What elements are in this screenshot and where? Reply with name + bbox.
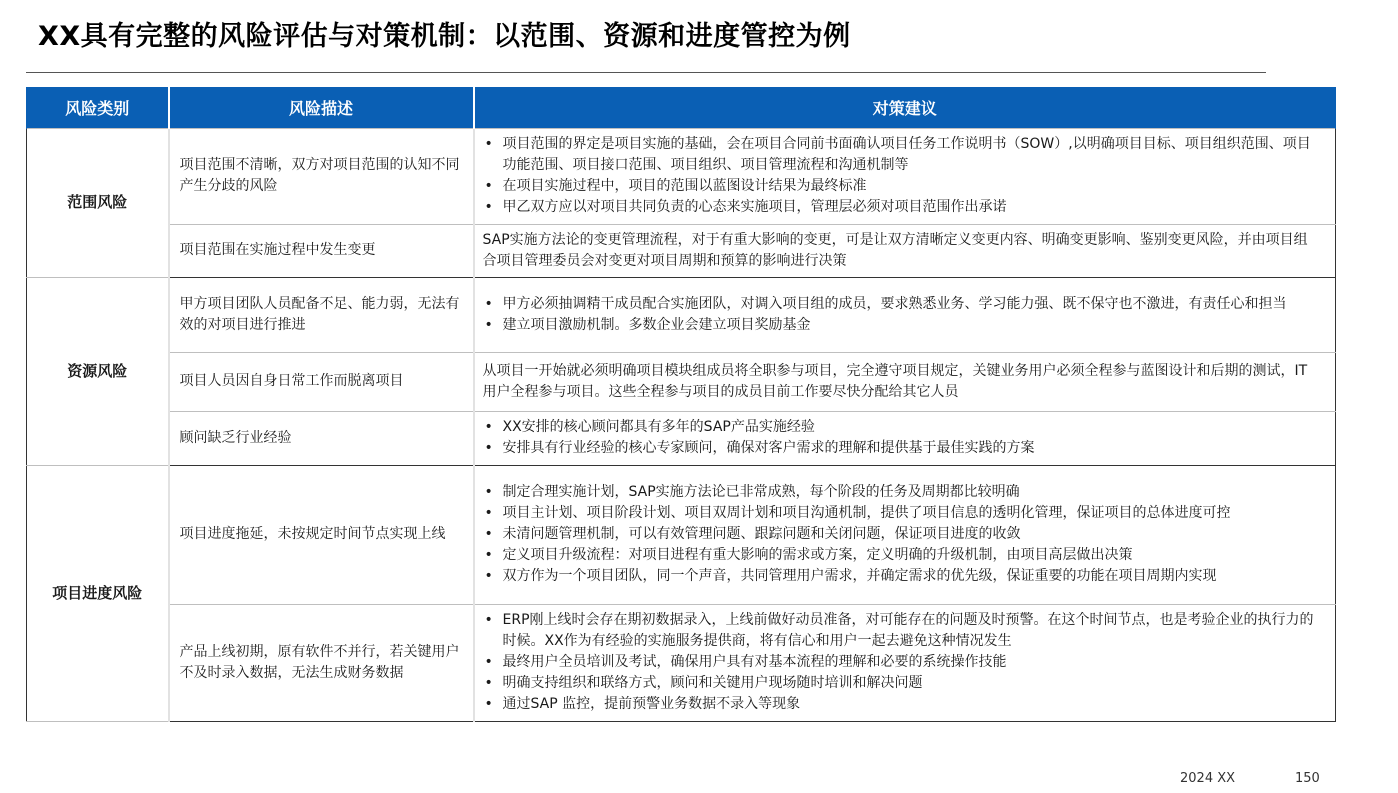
list-item: • XX安排的核心顾问都具有多年的SAP产品实施经验 — [483, 417, 1322, 438]
header-risk-description: 风险描述 — [169, 87, 474, 128]
table-row — [27, 277, 1336, 352]
risk-description: 顾问缺乏行业经验 — [169, 411, 474, 465]
countermeasure-cell — [474, 277, 1336, 352]
category-schedule-risk: 项目进度风险 — [27, 465, 169, 721]
list-item: • 制定合理实施计划，SAP实施方法论已非常成熟，每个阶段的任务及周期都比较明确 — [483, 482, 1322, 503]
table-row — [27, 465, 1336, 604]
header-countermeasures: 对策建议 — [474, 87, 1336, 128]
list-item: • 明确支持组织和联络方式，顾问和关键用户现场随时培训和解决问题 — [483, 673, 1322, 694]
table-row — [27, 604, 1336, 721]
list-item: • 双方作为一个项目团队，同一个声音，共同管理用户需求，并确定需求的优先级，保证重要的功能在项目周期内实现 — [483, 566, 1322, 587]
list-item: • 在项目实施过程中，项目的范围以蓝图设计结果为最终标准 — [483, 176, 1322, 197]
list-item: • 定义项目升级流程：对项目进程有重大影响的需求或方案，定义明确的升级机制，由项目高层做出决策 — [483, 545, 1322, 566]
countermeasure-list — [483, 417, 1322, 459]
risk-table — [26, 87, 1336, 722]
footer-company: 2024 XX — [1180, 771, 1236, 786]
countermeasure-cell — [474, 128, 1336, 224]
header-risk-category: 风险类别 — [27, 87, 169, 128]
list-item: • 安排具有行业经验的核心专家顾问，确保对客户需求的理解和提供基于最佳实践的方案 — [483, 438, 1322, 459]
table-header-row — [27, 87, 1336, 128]
list-item: • 建立项目激励机制。多数企业会建立项目奖励基金 — [483, 315, 1322, 336]
list-item: • 甲乙双方应以对项目共同负责的心态来实施项目，管理层必须对项目范围作出承诺 — [483, 197, 1322, 218]
table-row — [27, 411, 1336, 465]
countermeasure-text: 从项目一开始就必须明确项目模块组成员将全职参与项目，完全遵守项目规定，关键业务用户必须全程参与蓝图设计和后期的测试，IT用户全程参与项目。这些全程参与项目的成员目前工作要尽快分配给其它人员 — [474, 352, 1336, 411]
list-item: • ERP刚上线时会存在期初数据录入，上线前做好动员准备，对可能存在的问题及时预警。在这个时间节点，也是考验企业的执行力的时候。XX作为有经验的实施服务提供商，将有信心和用户一起去避免这种情况发生 — [483, 610, 1322, 652]
risk-description: 甲方项目团队人员配备不足、能力弱，无法有效的对项目进行推进 — [169, 277, 474, 352]
countermeasure-list — [483, 482, 1322, 587]
list-item: • 甲方必须抽调精干成员配合实施团队，对调入项目组的成员，要求熟悉业务、学习能力强、既不保守也不激进，有责任心和担当 — [483, 294, 1322, 315]
list-item: • 项目范围的界定是项目实施的基础，会在项目合同前书面确认项目任务工作说明书（SOW）,以明确项目目标、项目组织范围、项目功能范围、项目接口范围、项目组织、项目管理流程和沟通机制等 — [483, 134, 1322, 176]
category-resource-risk: 资源风险 — [27, 277, 169, 465]
table-row — [27, 352, 1336, 411]
table-row — [27, 128, 1336, 224]
countermeasure-text: SAP实施方法论的变更管理流程，对于有重大影响的变更，可是让双方清晰定义变更内容、明确变更影响、鉴别变更风险，并由项目组合项目管理委员会对变更对项目周期和预算的影响进行决策 — [474, 224, 1336, 277]
page-title: XX具有完整的风险评估与对策机制：以范围、资源和进度管控为例 — [38, 21, 851, 52]
risk-description: 项目范围不清晰，双方对项目范围的认知不同产生分歧的风险 — [169, 128, 474, 224]
table-row — [27, 224, 1336, 277]
category-scope-risk: 范围风险 — [27, 128, 169, 277]
countermeasure-list — [483, 610, 1322, 715]
risk-description: 项目人员因自身日常工作而脱离项目 — [169, 352, 474, 411]
risk-description: 项目范围在实施过程中发生变更 — [169, 224, 474, 277]
countermeasure-cell — [474, 604, 1336, 721]
list-item: • 最终用户全员培训及考试，确保用户具有对基本流程的理解和必要的系统操作技能 — [483, 652, 1322, 673]
list-item: • 未清问题管理机制，可以有效管理问题、跟踪问题和关闭问题，保证项目进度的收敛 — [483, 524, 1322, 545]
countermeasure-cell — [474, 465, 1336, 604]
countermeasure-list — [483, 134, 1322, 218]
list-item: • 通过SAP 监控，提前预警业务数据不录入等现象 — [483, 694, 1322, 715]
risk-description: 项目进度拖延，未按规定时间节点实现上线 — [169, 465, 474, 604]
risk-description: 产品上线初期，原有软件不并行，若关键用户不及时录入数据，无法生成财务数据 — [169, 604, 474, 721]
title-divider — [26, 72, 1266, 73]
list-item: • 项目主计划、项目阶段计划、项目双周计划和项目沟通机制，提供了项目信息的透明化管理，保证项目的总体进度可控 — [483, 503, 1322, 524]
countermeasure-cell — [474, 411, 1336, 465]
footer-page-number: 150 — [1295, 771, 1320, 786]
countermeasure-list — [483, 294, 1322, 336]
